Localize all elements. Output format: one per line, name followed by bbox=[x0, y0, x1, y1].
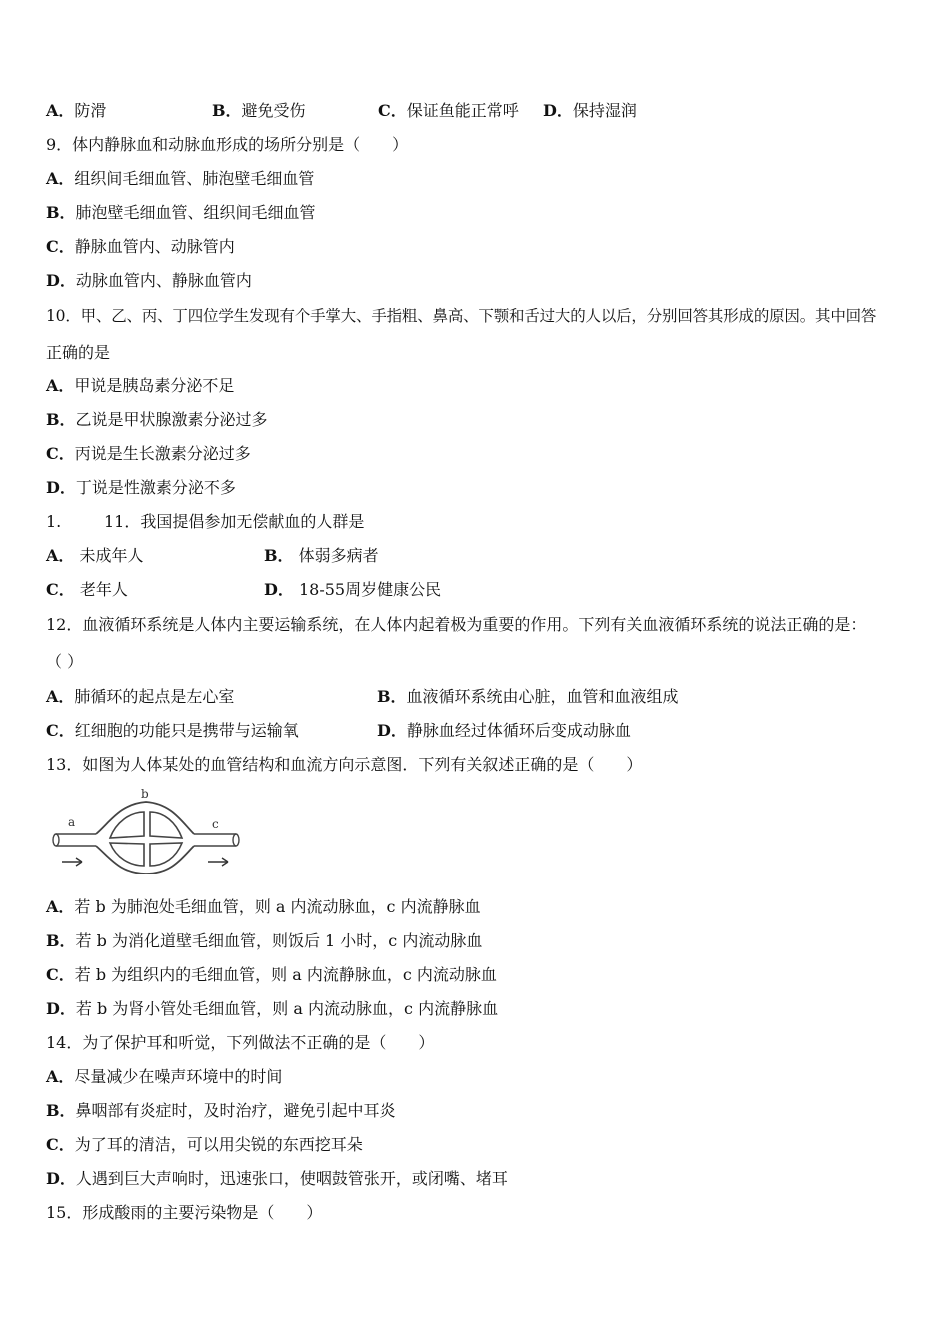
q9-option-b: B．肺泡壁毛细血管、组织间毛细血管 bbox=[46, 203, 316, 222]
blood-vessel-diagram bbox=[50, 786, 246, 874]
q12-option-a: A．肺循环的起点是左心室 bbox=[46, 687, 235, 706]
q10-stem-line2: 正确的是 bbox=[46, 343, 111, 362]
q9-option-a: A．组织间毛细血管、肺泡壁毛细血管 bbox=[46, 169, 315, 188]
q14-option-b: B．鼻咽部有炎症时，及时治疗，避免引起中耳炎 bbox=[46, 1101, 396, 1120]
q11-list-marker: 1. bbox=[46, 512, 62, 531]
q14-option-a: A．尽量减少在噪声环境中的时间 bbox=[46, 1067, 283, 1086]
q9-option-d: D．动脉血管内、静脉血管内 bbox=[46, 271, 252, 290]
q12-option-c: C．红细胞的功能只是携带与运输氧 bbox=[46, 721, 299, 740]
q12-option-d: D．静脉血经过体循环后变成动脉血 bbox=[377, 721, 631, 740]
q12-stem-line1: 12．血液循环系统是人体内主要运输系统，在人体内起着极为重要的作用。下列有关血液循环系统的说法正确的是： bbox=[46, 615, 867, 634]
q13-stem: 13．如图为人体某处的血管结构和血流方向示意图．下列有关叙述正确的是（ ） bbox=[46, 755, 643, 774]
q10-option-c: C．丙说是生长激素分泌过多 bbox=[46, 444, 251, 463]
q15-stem: 15．形成酸雨的主要污染物是（ ） bbox=[46, 1203, 323, 1222]
q13-option-d: D．若 b 为肾小管处毛细血管，则 a 内流动脉血，c 内流静脉血 bbox=[46, 999, 499, 1018]
q11-option-a: A． 未成年人 bbox=[46, 546, 144, 565]
q10-stem-line1: 10．甲、乙、丙、丁四位学生发现有个手掌大、手指粗、鼻高、下颚和舌过大的人以后，分别回答其形成的原因。其中回答 bbox=[46, 307, 877, 325]
q11-option-b: B． 体弱多病者 bbox=[264, 546, 379, 565]
q10-option-d: D．丁说是性激素分泌不多 bbox=[46, 478, 236, 497]
q12-option-b: B．血液循环系统由心脏，血管和血液组成 bbox=[377, 687, 679, 706]
q14-option-c: C．为了耳的清洁，可以用尖锐的东西挖耳朵 bbox=[46, 1135, 363, 1154]
q13-option-a: A．若 b 为肺泡处毛细血管，则 a 内流动脉血，c 内流静脉血 bbox=[46, 897, 481, 916]
q11-option-c: C． 老年人 bbox=[46, 580, 128, 599]
q13-option-c: C．若 b 为组织内的毛细血管，则 a 内流静脉血，c 内流动脉血 bbox=[46, 965, 497, 984]
figure-label-b: b bbox=[141, 787, 149, 801]
q8-option-a: A．防滑 bbox=[46, 101, 107, 120]
q9-stem: 9．体内静脉血和动脉血形成的场所分别是（ ） bbox=[46, 135, 409, 154]
q11-option-d: D． 18-55周岁健康公民 bbox=[264, 580, 442, 599]
q10-option-a: A．甲说是胰岛素分泌不足 bbox=[46, 376, 235, 395]
q8-option-c: C．保证鱼能正常呼 bbox=[378, 101, 519, 120]
figure-label-c: c bbox=[212, 817, 219, 831]
q13-option-b: B．若 b 为消化道壁毛细血管，则饭后 1 小时，c 内流动脉血 bbox=[46, 931, 483, 950]
q8-option-d: D．保持湿润 bbox=[543, 101, 637, 120]
q8-option-b: B．避免受伤 bbox=[212, 101, 306, 120]
q12-stem-line2: （ ） bbox=[46, 652, 84, 671]
q14-option-d: D．人遇到巨大声响时，迅速张口，使咽鼓管张开，或闭嘴、堵耳 bbox=[46, 1169, 508, 1188]
q14-stem: 14．为了保护耳和听觉，下列做法不正确的是（ ） bbox=[46, 1033, 435, 1052]
q10-option-b: B．乙说是甲状腺激素分泌过多 bbox=[46, 410, 268, 429]
q9-option-c: C．静脉血管内、动脉管内 bbox=[46, 237, 235, 256]
q11-stem: 11．我国提倡参加无偿献血的人群是 bbox=[104, 512, 365, 531]
figure-label-a: a bbox=[68, 815, 76, 829]
